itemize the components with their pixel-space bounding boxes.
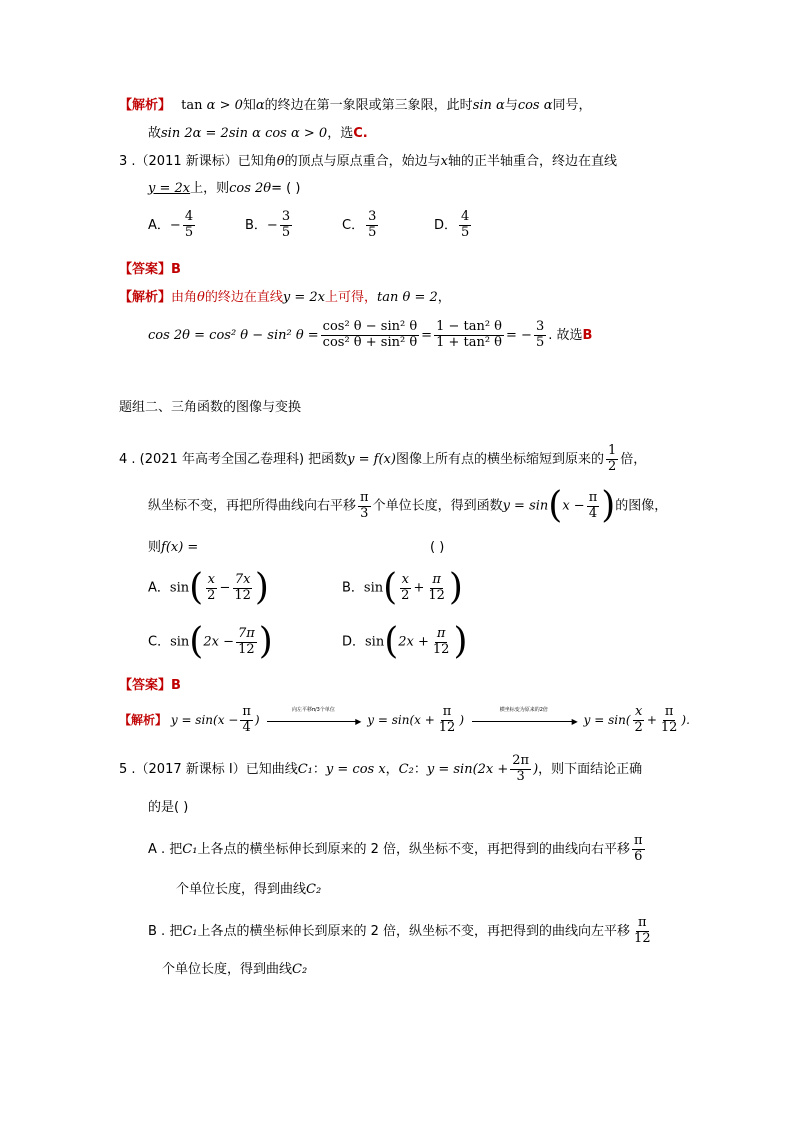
q4-option-d: D．sin(2x + $\frac{\pi}{12}$ ) bbox=[342, 621, 468, 662]
q5-option-b: B . 把C₁上各点的横坐标伸长到原来的 2 倍，纵坐标不变，再把得到的曲线向左平移 $\frac{\pi}{12}$ bbox=[148, 915, 651, 946]
q5-option-a: A . 把C₁上各点的横坐标伸长到原来的 2 倍，纵坐标不变，再把得到的曲线向右平移 $\frac{\pi}{6}$ bbox=[148, 833, 643, 864]
q3-option-d: D． $\frac{4}{5}$ bbox=[434, 209, 470, 240]
q4-analysis: 【解析】 y = sin(x − $\frac{\pi}{4}$ ) 向左平移π/3个单位 ▶ y = sin(x + $\frac{\pi}{12}$ ) 横坐标变为原来的2倍 ▶ y = sin( $\frac{x}{2}$ + $\frac{\pi}{12}$ ). bbox=[119, 704, 690, 735]
q4-stem-2: 纵坐标不变，再把所得曲线向右平移 $\frac{\pi}{3}$ 个单位长度，得到函数y = sin(x − $\frac{\pi}{4}$ )的图像， bbox=[148, 485, 668, 526]
q4-option-b: B．sin( $\frac{x}{2}$ + $\frac{\pi}{12}$ ) bbox=[342, 567, 463, 608]
transform-arrow-1: 向左平移π/3个单位 ▶ bbox=[267, 713, 359, 727]
q5-option-b-2: 个单位长度，得到曲线C₂ bbox=[162, 962, 308, 977]
q3-stem: 3 .（2011 新课标）已知角θ的顶点与原点重合，始边与x轴的正半轴重合，终边在直线 bbox=[119, 154, 617, 169]
q4-stem: 4 . (2021 年高考全国乙卷理科) 把函数y = f(x)图像上所有点的横坐标缩短到原来的 $\frac{1}{2}$ 倍， bbox=[119, 443, 647, 474]
q4-blank: ( ) bbox=[430, 540, 445, 555]
q4-option-c: C．sin(2x − $\frac{7\pi}{12}$ ) bbox=[148, 621, 273, 662]
q5-option-a-2: 个单位长度，得到曲线C₂ bbox=[176, 882, 322, 897]
q3-option-a: A．− $\frac{4}{5}$ bbox=[148, 209, 194, 240]
section-title: 题组二、三角函数的图像与变换 bbox=[119, 400, 302, 415]
q3-answer: 【答案】B bbox=[119, 262, 181, 277]
analysis-line-2: 故sin 2α = 2sin α cos α > 0，选C. bbox=[148, 126, 368, 141]
q3-analysis-2: cos 2θ = cos² θ − sin² θ = $\frac{\text{cos² θ − sin² θ}}{\text{cos² θ + sin² θ}}$ = $\frac{\text{1 − tan² θ}}{\text{1 + tan² θ}}$ = − $\frac{3}{5}$ . 故选B bbox=[148, 319, 593, 350]
q4-answer: 【答案】B bbox=[119, 678, 181, 693]
q4-option-a: A．sin( $\frac{x}{2}$ − $\frac{7x}{12}$ ) bbox=[148, 567, 269, 608]
q3-option-b: B．− $\frac{3}{5}$ bbox=[245, 209, 291, 240]
q5-stem-2: 的是( ) bbox=[148, 800, 189, 815]
q4-stem-3: 则f(x) = bbox=[148, 540, 199, 555]
q3-stem-2: y = 2x上，则cos 2θ= ( ) bbox=[148, 181, 301, 196]
transform-arrow-2: 横坐标变为原来的2倍 ▶ bbox=[472, 713, 576, 727]
q5-stem: 5 .（2017 新课标 Ⅰ）已知曲线C₁：y = cos x，C₂：y = sin(2x + $\frac{2\pi}{3}$ )，则下面结论正确 bbox=[119, 753, 643, 784]
analysis-line-1: 【解析】 tan α > 0知α的终边在第一象限或第三象限，此时sin α与cos α同号， bbox=[119, 98, 592, 113]
analysis-label: 【解析】 bbox=[119, 98, 172, 113]
q3-option-c: C． $\frac{3}{5}$ bbox=[342, 209, 377, 240]
q3-analysis-1: 【解析】由角θ的终边在直线y = 2x上可得，tan θ = 2， bbox=[119, 290, 451, 305]
